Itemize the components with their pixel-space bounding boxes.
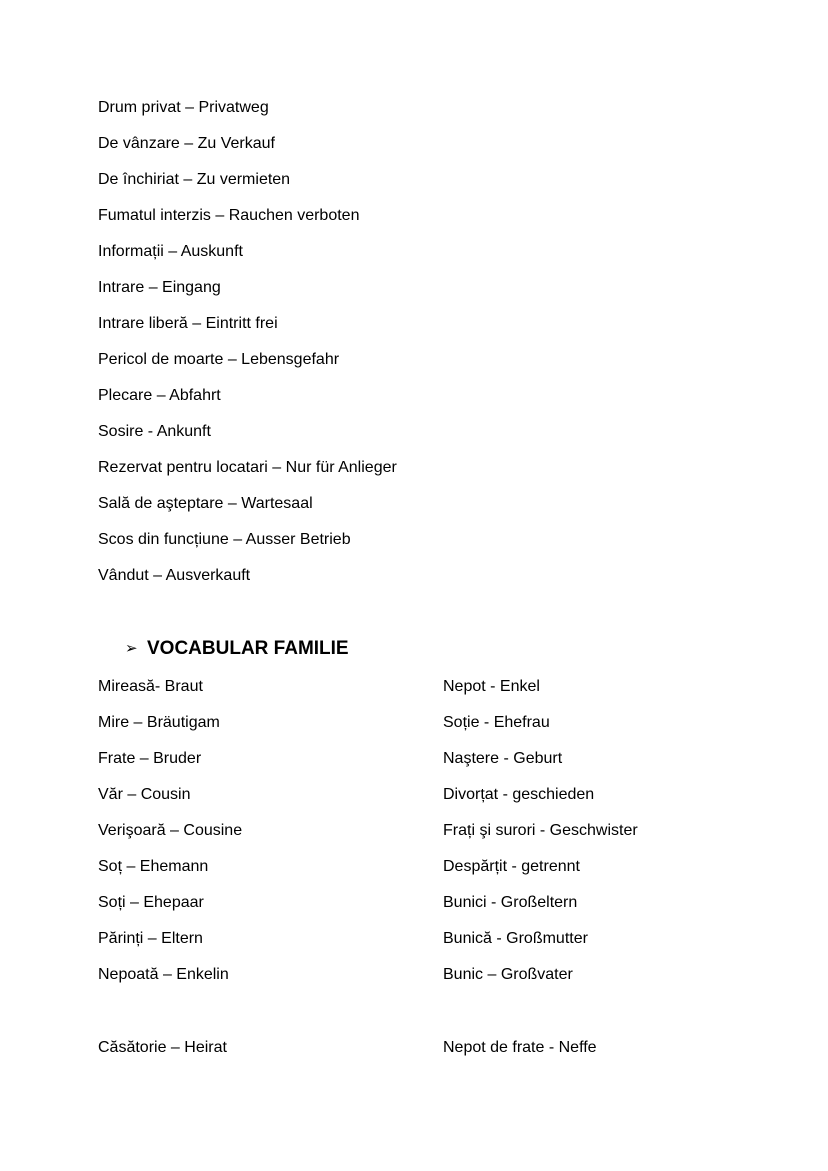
list-item: Soți – Ehepaar bbox=[98, 894, 204, 911]
family-vocabulary-right-column bbox=[443, 676, 638, 1073]
family-vocabulary-left-column bbox=[98, 676, 242, 1073]
list-item: Căsătorie – Heirat bbox=[98, 1039, 227, 1056]
list-item: Plecare – Abfahrt bbox=[98, 387, 221, 404]
list-item: Scos din funcțiune – Ausser Betrieb bbox=[98, 531, 351, 548]
list-item: Văr – Cousin bbox=[98, 786, 191, 803]
list-item: Soț – Ehemann bbox=[98, 858, 209, 875]
list-item: Frați şi surori - Geschwister bbox=[443, 822, 638, 839]
list-item: Informații – Auskunft bbox=[98, 243, 243, 260]
section-heading-text: VOCABULAR FAMILIE bbox=[147, 638, 349, 659]
list-item: Verişoară – Cousine bbox=[98, 822, 243, 839]
list-item: Nepot - Enkel bbox=[443, 678, 540, 695]
list-item: Intrare – Eingang bbox=[98, 279, 221, 296]
list-item: Nepot de frate - Neffe bbox=[443, 1039, 597, 1056]
list-item: Soție - Ehefrau bbox=[443, 714, 550, 731]
list-item: Fumatul interzis – Rauchen verboten bbox=[98, 207, 360, 224]
list-item: Pericol de moarte – Lebensgefahr bbox=[98, 351, 340, 368]
list-item: Divorțat - geschieden bbox=[443, 786, 595, 803]
list-item: Drum privat – Privatweg bbox=[98, 99, 269, 116]
list-item: Vândut – Ausverkauft bbox=[98, 567, 251, 584]
list-item: Frate – Bruder bbox=[98, 750, 202, 767]
list-item: De închiriat – Zu vermieten bbox=[98, 171, 291, 188]
list-item: Intrare liberă – Eintritt frei bbox=[98, 315, 278, 332]
list-item: Bunici - Großeltern bbox=[443, 894, 578, 911]
section-heading bbox=[125, 637, 349, 661]
list-item: Sosire - Ankunft bbox=[98, 423, 211, 440]
list-item: Părinți – Eltern bbox=[98, 930, 203, 947]
list-item: Rezervat pentru locatari – Nur für Anlieger bbox=[98, 459, 397, 476]
list-item: Mireasă- Braut bbox=[98, 678, 203, 695]
list-item: Bunic – Großvater bbox=[443, 966, 573, 983]
signs-vocabulary-list bbox=[98, 97, 397, 601]
list-item: Nepoată – Enkelin bbox=[98, 966, 229, 983]
list-item: Mire – Bräutigam bbox=[98, 714, 220, 731]
list-item: Bunică - Großmutter bbox=[443, 930, 588, 947]
list-item: Naştere - Geburt bbox=[443, 750, 563, 767]
list-item: De vânzare – Zu Verkauf bbox=[98, 135, 275, 152]
list-item: Sală de aşteptare – Wartesaal bbox=[98, 495, 313, 512]
list-item: Despărțit - getrennt bbox=[443, 858, 580, 875]
arrow-bullet-icon: ➢ bbox=[125, 640, 138, 657]
